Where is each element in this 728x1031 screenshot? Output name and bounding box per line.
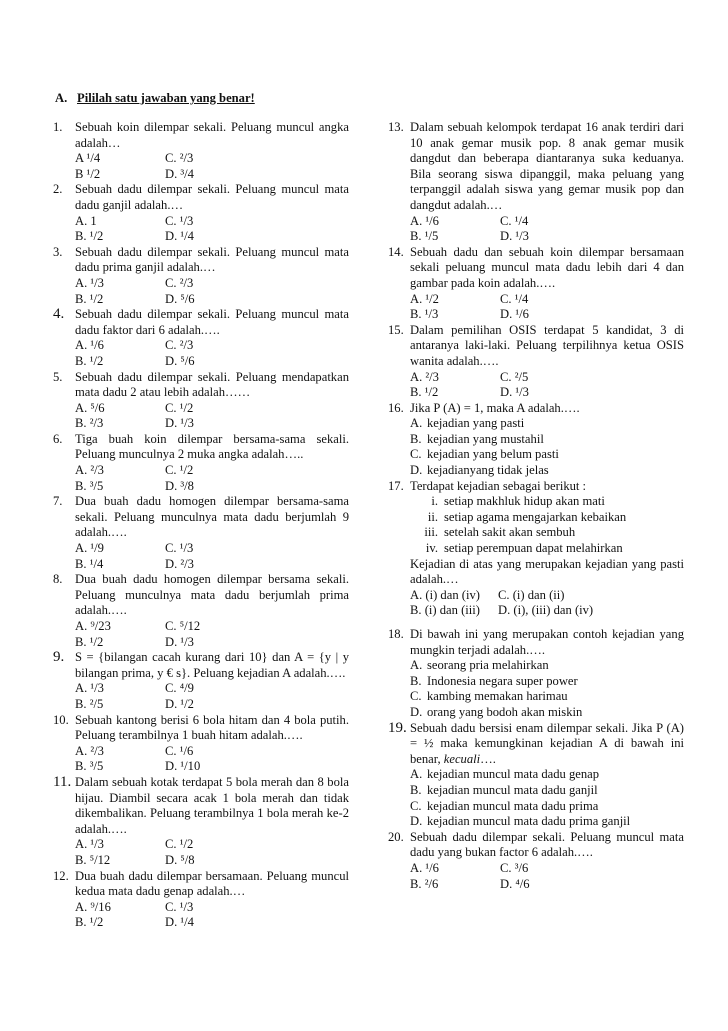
section-heading	[55, 91, 255, 107]
option-text: kejadian muncul mata dadu prima	[427, 798, 599, 813]
question-14	[388, 245, 684, 323]
option-d	[410, 814, 684, 830]
option-d: D. ¹/4	[165, 229, 194, 244]
option-c: C. ²/3	[165, 275, 194, 290]
option-b: B. ¹/2	[410, 385, 439, 400]
question-7	[53, 494, 349, 572]
option-text: kejadian yang belum pasti	[427, 447, 559, 462]
answer-options	[75, 900, 349, 931]
question-20	[388, 830, 684, 892]
option-b: B. ¹/2	[75, 634, 104, 649]
option-c: C. ¹/2	[165, 463, 194, 478]
question-number: 15.	[388, 322, 404, 337]
event-item	[410, 525, 684, 541]
option-b: B ¹/2	[75, 166, 101, 181]
option-b	[410, 674, 684, 690]
question-stem: Tiga buah koin dilempar bersama-sama sekali. Peluang munculnya 2 muka angka adalah…..	[75, 431, 349, 462]
question-3	[53, 245, 349, 307]
stem-text: Sebuah dadu bersisi enam dilempar sekali. Jika P (A) = ½ maka kemungkinan kejadian A di bawah ini benar,	[410, 720, 684, 766]
question-stem: Jika P (A) = 1, maka A adalah.….	[410, 400, 580, 415]
option-text: kejadian yang pasti	[427, 416, 525, 431]
question-followup: Kejadian di atas yang merupakan kejadian yang pasti adalah.…	[410, 556, 684, 587]
option-c: C. ¹/3	[165, 541, 194, 556]
question-stem: Dalam sebuah kotak terdapat 5 bola merah dan 8 bola hijau. Diambil secara acak 1 bola merah dan tidak dikembalikan. Peluang terambilnya 1 bola merah ke-2 adalah.….	[75, 774, 349, 836]
question-number: 18.	[388, 627, 404, 641]
question-18	[388, 627, 684, 721]
question-stem: Dalam sebuah kelompok terdapat 16 anak terdiri dari 10 anak gemar musik pop. 8 anak gemar musik dangdut dan beberapa diantaranya suka keduanya. Bila seorang siswa dipanggil, maka peluang yang terpanggil adalah siswa yang gemar musik pop dan dangdut adalah.…	[410, 120, 684, 212]
option-letter: B.	[410, 431, 422, 446]
option-d: D. ³/4	[165, 166, 194, 181]
question-10	[53, 713, 349, 775]
option-c: C. ¹/3	[165, 213, 194, 228]
question-4	[53, 307, 349, 369]
question-number: 6.	[53, 431, 63, 446]
option-text: kejadianyang tidak jelas	[427, 463, 549, 478]
option-d: D. (i), (iii) dan (iv)	[498, 603, 594, 618]
question-stem: Dua buah dadu homogen dilempar bersama-sama sekali. Peluang munculnya mata dadu berjumlah 9 adalah.….	[75, 494, 349, 540]
event-numeral: ii.	[427, 509, 438, 524]
option-c: C. ¹/6	[165, 743, 194, 758]
option-c: C. ²/3	[165, 151, 194, 166]
question-5	[53, 370, 349, 432]
option-a: A. ⁵/6	[75, 400, 105, 415]
question-stem: Dalam pemilihan OSIS terdapat 5 kandidat, 3 di antaranya laki-laki. Peluang terpilihnya ketua OSIS wanita adalah.….	[410, 322, 684, 368]
option-a	[410, 767, 684, 783]
answer-options	[75, 276, 349, 307]
question-8	[53, 572, 349, 650]
option-c	[410, 447, 684, 463]
question-stem: Sebuah dadu dilempar sekali. Peluang muncul mata dadu prima ganjil adalah.…	[75, 244, 349, 275]
question-stem: S = {bilangan cacah kurang dari 10} dan A = {y | y bilangan prima, y € s}. Peluang kejadian A adalah.….	[75, 650, 349, 680]
question-2	[53, 182, 349, 244]
question-number: 19.	[388, 719, 407, 736]
option-a: A. ¹/6	[410, 860, 439, 875]
question-number: 4.	[53, 306, 65, 323]
event-text: setiap perempuan dapat melahirkan	[444, 541, 623, 556]
answer-options	[410, 588, 684, 619]
option-d: D. ²/3	[165, 556, 194, 571]
option-a: A. ¹/9	[75, 541, 104, 556]
option-a	[410, 416, 684, 432]
event-numeral: i.	[431, 494, 438, 509]
option-d: D. ⁵/8	[165, 852, 195, 867]
option-letter: D.	[410, 463, 423, 478]
question-stem: Sebuah dadu dilempar sekali. Peluang muncul mata dadu yang bukan factor 6 adalah.….	[410, 829, 684, 860]
event-numeral: iv.	[425, 541, 438, 556]
option-c: C. ¹/4	[500, 213, 529, 228]
question-stem: Sebuah kantong berisi 6 bola hitam dan 4 bola putih. Peluang terambilnya 1 buah hitam adalah.….	[75, 712, 349, 743]
option-d: D. ⁵/6	[165, 291, 195, 306]
event-text: setiap agama mengajarkan kebaikan	[444, 509, 627, 524]
option-a: A. ¹/6	[410, 213, 439, 228]
option-b: B. ⁵/12	[75, 852, 111, 867]
question-11	[53, 775, 349, 869]
option-b: B. ³/5	[75, 478, 104, 493]
option-d: D. ³/8	[165, 478, 194, 493]
option-c: C. ¹/2	[165, 400, 194, 415]
option-d: D. ¹/3	[165, 416, 194, 431]
option-b: B. ²/6	[410, 876, 439, 891]
option-c: C. ³/6	[500, 860, 529, 875]
question-number: 13.	[388, 120, 404, 134]
option-c: C. ⁴/9	[165, 681, 194, 696]
question-number: 17.	[388, 478, 404, 493]
option-b: B. ²/3	[75, 416, 104, 431]
event-item	[410, 494, 684, 510]
question-stem: Dua buah dadu dilempar bersamaan. Peluang muncul kedua mata dadu genap adalah.…	[75, 868, 349, 899]
option-d: D. ¹/6	[500, 307, 529, 322]
option-letter: C.	[410, 798, 422, 813]
option-d: D. ¹/3	[500, 385, 529, 400]
option-a: A. ¹/3	[75, 837, 104, 852]
option-text: Indonesia negara super power	[427, 673, 578, 688]
stem-end: ….	[480, 751, 496, 766]
option-c: C. ²/3	[165, 338, 194, 353]
question-number: 16.	[388, 400, 404, 415]
option-a: A. ²/3	[75, 463, 104, 478]
option-text: kejadian muncul mata dadu genap	[427, 767, 600, 782]
answer-options	[410, 370, 684, 401]
option-b: B. ²/5	[75, 696, 104, 711]
question-stem: Sebuah dadu dan sebuah koin dilempar bersamaan sekali peluang muncul mata dadu lebih dari 4 dan gambar pada koin adalah.….	[410, 244, 684, 290]
option-b: B. ¹/5	[410, 229, 439, 244]
option-a: A. ¹/3	[75, 681, 104, 696]
option-d	[410, 705, 684, 721]
question-stem	[410, 721, 684, 768]
event-text: setelah sakit akan sembuh	[444, 525, 576, 540]
option-letter: C.	[410, 689, 422, 704]
section-label: A.	[55, 91, 68, 105]
question-16	[388, 401, 684, 479]
event-item	[410, 541, 684, 557]
option-a: A. 1	[75, 213, 97, 228]
option-b: B. ¹/3	[410, 307, 439, 322]
question-number: 7.	[53, 494, 63, 509]
option-c: C. ¹/2	[165, 837, 194, 852]
question-1	[53, 120, 349, 182]
option-letter: A.	[410, 767, 423, 782]
option-d	[410, 463, 684, 479]
option-b	[410, 432, 684, 448]
question-number: 10.	[53, 712, 69, 727]
question-stem: Sebuah dadu dilempar sekali. Peluang muncul mata dadu faktor dari 6 adalah.….	[75, 307, 349, 337]
option-letter: B.	[410, 673, 422, 688]
option-b: B. ³/5	[75, 759, 104, 774]
section-instruction: Pililah satu jawaban yang benar!	[77, 91, 255, 105]
question-number: 9.	[53, 649, 65, 666]
question-15	[388, 323, 684, 401]
question-9	[53, 650, 349, 712]
option-b: B. (i) dan (iii)	[410, 603, 480, 618]
option-d: D. ¹/2	[165, 696, 194, 711]
answer-options	[75, 463, 349, 494]
event-list	[410, 494, 684, 556]
question-stem: Di bawah ini yang merupakan contoh kejadian yang mungkin terjadi adalah.….	[410, 627, 684, 657]
answer-options	[75, 541, 349, 572]
option-c: C. (i) dan (ii)	[498, 587, 565, 602]
option-d: D. ¹/3	[165, 634, 194, 649]
answer-options	[75, 151, 349, 182]
stem-emphasis: kecuali	[443, 751, 481, 766]
answer-options	[410, 767, 684, 829]
option-a: A. ⁹/16	[75, 899, 111, 914]
option-text: kambing memakan harimau	[427, 689, 568, 704]
question-number: 14.	[388, 244, 404, 259]
option-letter: D.	[410, 704, 423, 719]
option-c	[410, 689, 684, 705]
option-letter: A.	[410, 416, 423, 431]
option-c: C. ¹/3	[165, 899, 194, 914]
answer-options	[410, 861, 684, 892]
option-letter: B.	[410, 782, 422, 797]
option-b: B. ¹/4	[75, 556, 104, 571]
event-item	[410, 510, 684, 526]
answer-options	[75, 619, 349, 650]
question-stem: Dua buah dadu homogen dilempar bersama sekali. Peluang munculnya mata dadu berjumlah prima adalah.….	[75, 572, 349, 618]
option-d: D. ¹/4	[165, 915, 194, 930]
option-a: A. ¹/6	[75, 338, 104, 353]
option-a	[410, 658, 684, 674]
answer-options	[75, 681, 349, 712]
right-column	[388, 120, 684, 892]
answer-options	[410, 214, 684, 245]
option-b: B. ¹/2	[75, 915, 104, 930]
option-text: kejadian muncul mata dadu prima ganjil	[427, 814, 631, 829]
option-a: A. ¹/2	[410, 291, 439, 306]
question-13	[388, 120, 684, 245]
option-text: orang yang bodoh akan miskin	[427, 704, 583, 719]
question-number: 1.	[53, 120, 63, 134]
question-number: 3.	[53, 244, 63, 259]
option-letter: A.	[410, 658, 423, 673]
option-b: B. ¹/2	[75, 353, 104, 368]
event-numeral: iii.	[424, 525, 438, 540]
answer-options	[410, 658, 684, 720]
option-text: kejadian yang mustahil	[427, 431, 544, 446]
question-number: 12.	[53, 868, 69, 883]
question-number: 2.	[53, 182, 63, 197]
answer-options	[410, 416, 684, 478]
question-number: 20.	[388, 829, 404, 844]
option-c: C. ²/5	[500, 369, 529, 384]
option-letter: D.	[410, 814, 423, 829]
question-number: 11.	[53, 773, 72, 790]
answer-options	[75, 744, 349, 775]
option-b	[410, 783, 684, 799]
option-c: C. ¹/4	[500, 291, 529, 306]
question-stem: Sebuah dadu dilempar sekali. Peluang muncul mata dadu ganjil adalah.…	[75, 182, 349, 212]
question-12	[53, 869, 349, 931]
option-letter: C.	[410, 447, 422, 462]
question-number: 8.	[53, 572, 63, 587]
option-d: D. ⁵/6	[165, 353, 195, 368]
answer-options	[75, 837, 349, 868]
question-stem: Sebuah koin dilempar sekali. Peluang muncul angka adalah…	[75, 120, 349, 150]
answer-options	[75, 214, 349, 245]
question-19	[388, 721, 684, 830]
option-d: D. ¹/3	[500, 229, 529, 244]
option-a: A. (i) dan (iv)	[410, 587, 480, 602]
answer-options	[410, 292, 684, 323]
option-text: kejadian muncul mata dadu ganjil	[427, 782, 598, 797]
answer-options	[75, 401, 349, 432]
left-column	[53, 120, 349, 931]
option-d: D. ¹/10	[165, 759, 201, 774]
option-a: A. ¹/3	[75, 275, 104, 290]
question-17	[388, 479, 684, 619]
option-text: seorang pria melahirkan	[427, 658, 549, 673]
option-a: A. ⁹/23	[75, 619, 111, 633]
option-a: A. ²/3	[410, 369, 439, 384]
option-b: B. ¹/2	[75, 291, 104, 306]
answer-options	[75, 338, 349, 369]
option-a: A. ²/3	[75, 743, 104, 758]
question-stem: Sebuah dadu dilempar sekali. Peluang mendapatkan mata dadu 2 atau lebih adalah……	[75, 369, 349, 400]
event-text: setiap makhluk hidup akan mati	[444, 494, 605, 509]
question-stem: Terdapat kejadian sebagai berikut :	[410, 478, 587, 493]
question-6	[53, 432, 349, 494]
option-c: C. ⁵/12	[165, 619, 201, 633]
option-b: B. ¹/2	[75, 229, 104, 244]
option-a: A ¹/4	[75, 151, 101, 166]
option-c	[410, 799, 684, 815]
option-d: D. ⁴/6	[500, 876, 530, 891]
question-number: 5.	[53, 369, 63, 384]
